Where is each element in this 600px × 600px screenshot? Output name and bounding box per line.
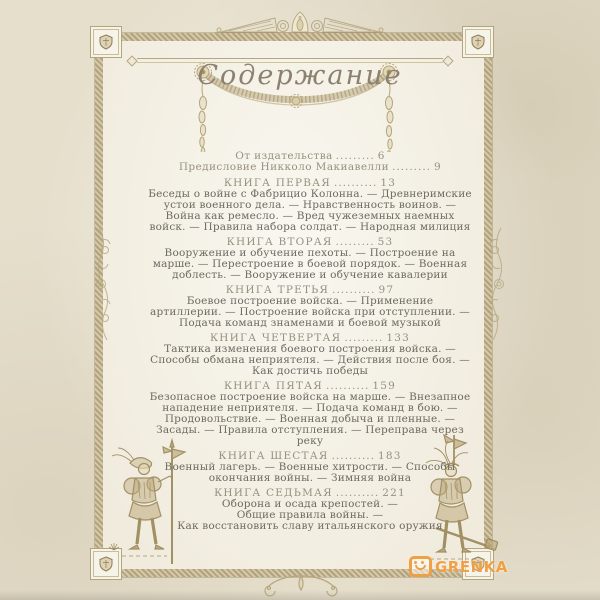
dotted-leader: ..........: [332, 284, 376, 296]
description-line: окончания войны. — Зимняя война: [208, 472, 412, 484]
book-section: [130, 488, 490, 532]
bottom-flourish-icon: [257, 574, 345, 598]
description-line: Подача команд знаменами и боевой музыкой: [178, 317, 442, 329]
watermark: [409, 556, 508, 577]
dotted-leader: .........: [391, 161, 432, 173]
book-title: КНИГА ТРЕТЬЯ: [225, 284, 330, 296]
book-section: [130, 451, 490, 484]
book-page-number: 97: [378, 284, 395, 296]
entry-label: Предисловие Никколо Макиавелли: [178, 161, 389, 173]
book-section: [130, 333, 490, 377]
dotted-leader: ..........: [331, 450, 375, 462]
book-page-number: 13: [380, 177, 397, 189]
rope-border-top: [95, 33, 492, 41]
book-title: КНИГА СЕДЬМАЯ: [214, 487, 333, 499]
corner-crest-box: [462, 26, 494, 58]
book-page-number: 53: [377, 236, 394, 248]
book-title: КНИГА ПЯТАЯ: [223, 380, 323, 392]
description-line: устои военного дела. — Нравственность воинов. —: [163, 199, 457, 211]
corner-crest-box: [90, 26, 122, 58]
book-section: [130, 178, 490, 233]
description-line: Общие правила войны. —: [236, 509, 384, 521]
book-description: [130, 392, 490, 447]
description-line: доблесть. — Вооружение и обучение кавалерии: [172, 269, 448, 281]
front-matter: [130, 151, 490, 173]
book-description: [130, 189, 490, 233]
description-line: Беседы о войне с Фабрицио Колонна. — Древнеримские: [148, 188, 472, 200]
description-line: Военный лагерь. — Военные хитрости. — Способы: [164, 461, 456, 473]
description-line: Боевое построение войска. — Применение: [186, 295, 434, 307]
book-sections: [130, 178, 490, 532]
entry-page-number: 9: [434, 161, 442, 173]
description-line: Как достичь победы: [251, 365, 369, 377]
dotted-leader: ..........: [325, 380, 370, 392]
dotted-leader: ..........: [335, 487, 380, 499]
description-line: Тактика изменения боевого построения войска. —: [164, 343, 456, 355]
dotted-leader: ..........: [333, 177, 378, 189]
pediment-ornament-icon: [213, 9, 387, 36]
description-line: марше. — Перестроение в боевой порядок. — Военная: [152, 258, 468, 270]
watermark-text: GRENKA: [435, 557, 508, 576]
book-description: [130, 344, 490, 377]
entry-label: От издательства: [235, 150, 333, 162]
front-matter-entry: [130, 162, 490, 173]
description-line: Вооружение и обучение пехоты. — Построение на: [164, 247, 456, 259]
description-line: Война как ремесло. — Вред чужеземных наемных: [165, 210, 455, 222]
book-page-number: 133: [386, 332, 411, 344]
side-flourish-icon: [488, 228, 504, 340]
side-flourish-icon: [96, 228, 112, 340]
book-title: КНИГА ВТОРАЯ: [226, 236, 333, 248]
description-line: Как восстановить славу итальянского оружия: [177, 520, 443, 532]
dotted-leader: .........: [335, 236, 375, 248]
table-of-contents: [130, 151, 490, 532]
book-title: КНИГА ПЕРВАЯ: [223, 177, 331, 189]
description-line: Безопасное построение войска на марше. — Внезапное: [149, 391, 471, 403]
entry-page-number: 6: [377, 150, 385, 162]
crest-icon: [99, 34, 113, 50]
description-line: Засады. — Правила отступления. — Переправа через: [156, 424, 464, 436]
book-page-number: 183: [377, 450, 402, 462]
book-page-number: 159: [372, 380, 396, 392]
description-line: реку: [296, 435, 324, 447]
description-line: нападение неприятеля. — Подача команд в бою. —: [162, 402, 458, 414]
book-description: [130, 248, 490, 281]
book-section: [130, 381, 490, 447]
page-title: Содержание: [197, 60, 403, 91]
dotted-leader: .........: [335, 150, 375, 162]
crest-icon: [471, 34, 485, 50]
dotted-leader: .........: [344, 332, 384, 344]
description-line: Продовольствие. — Военная добыча и пленные. —: [164, 413, 456, 425]
description-line: артиллерии. — Построение войска при отступлении. —: [150, 306, 470, 318]
book-description: [130, 499, 490, 532]
book-section: [130, 237, 490, 281]
book-description: [130, 296, 490, 329]
description-line: Оборона и осада крепостей. —: [221, 498, 399, 510]
book-description: [130, 462, 490, 484]
description-line: Способы обмана неприятеля. — Действия после боя. —: [150, 354, 470, 366]
toast-smiley-icon: [409, 556, 432, 577]
book-page-number: 221: [382, 487, 406, 499]
book-title: КНИГА ЧЕТВЕРТАЯ: [209, 332, 342, 344]
book-title: КНИГА ШЕСТАЯ: [218, 450, 329, 462]
description-line: войск. — Правила набора солдат. — Народная милиция: [149, 221, 471, 233]
book-section: [130, 285, 490, 329]
